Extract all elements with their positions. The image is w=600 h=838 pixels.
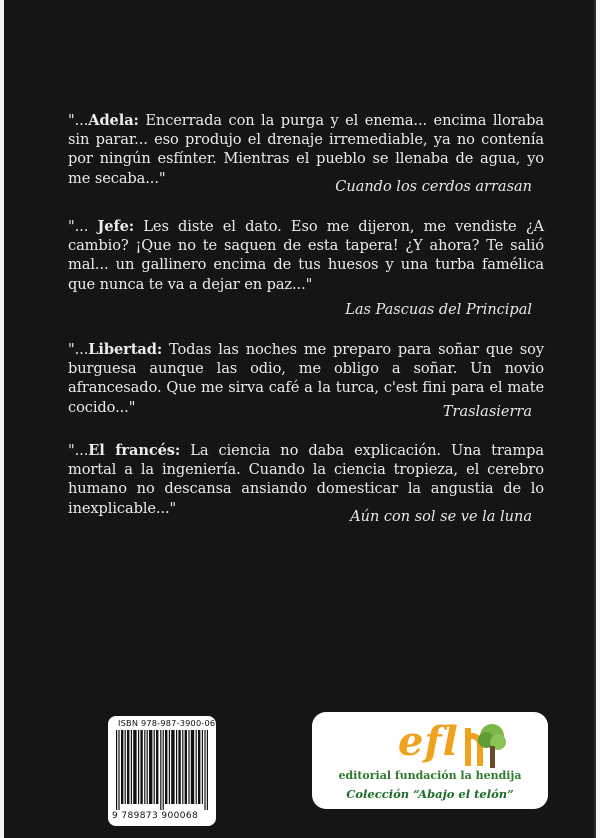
- publisher-logo: [312, 712, 548, 809]
- quote-3: "...Libertad: Todas las noches me preparo para soñar que soy burguesa aunque las odio, me obligo a soñar. Un novio afrancesado. Que me sirva café a la turca, c'est fini para el mate cocido...": [68, 341, 544, 416]
- quote-4-source: Aún con sol se ve la luna: [350, 509, 532, 525]
- quote-1-source: Cuando los cerdos arrasan: [335, 179, 532, 195]
- back-cover: [4, 0, 596, 838]
- collection-name: Colección “Abajo el telón”: [346, 787, 514, 801]
- quote-2: "... Jefe: Les diste el dato. Eso me dijeron, me vendiste ¿A cambio? ¡Que no te saquen de esta tapera! ¿Y ahora? Te salió mal... un gallinero encima de tus huesos y una turba famélica que nunca te va a dejar en paz...": [68, 218, 544, 293]
- barcode-icon: [114, 730, 210, 810]
- quote-4-speaker: El francés:: [88, 442, 181, 459]
- quote-2-source: Las Pascuas del Principal: [345, 302, 532, 318]
- quote-4: "...El francés: La ciencia no daba explicación. Una trampa mortal a la ingeniería. Cuando la ciencia tropieza, el cerebro humano no descansa ansiando domesticar la angustia de lo inexplicable...": [68, 442, 544, 517]
- publisher-name: editorial fundación la hendija: [338, 769, 522, 782]
- page-edge-right: [596, 0, 600, 838]
- publisher-logo-text: efl: [398, 718, 459, 765]
- isbn-label: ISBN 978-987-3900-06-8: [118, 718, 224, 728]
- isbn-barcode: [108, 716, 224, 826]
- quote-3-speaker: Libertad:: [88, 341, 163, 358]
- quote-1: "...Adela: Encerrada con la purga y el enema... encima lloraba sin parar... eso produjo el drenaje irremediable, ya no contenía por ningún esfínter. Mientras el pueblo se llenaba de agua, yo me secaba...": [68, 112, 544, 187]
- quote-2-speaker: Jefe:: [97, 218, 135, 235]
- quote-3-source: Traslasierra: [442, 404, 532, 420]
- barcode-number: 9 789873 900068: [112, 811, 199, 821]
- quote-1-speaker: Adela:: [88, 112, 139, 129]
